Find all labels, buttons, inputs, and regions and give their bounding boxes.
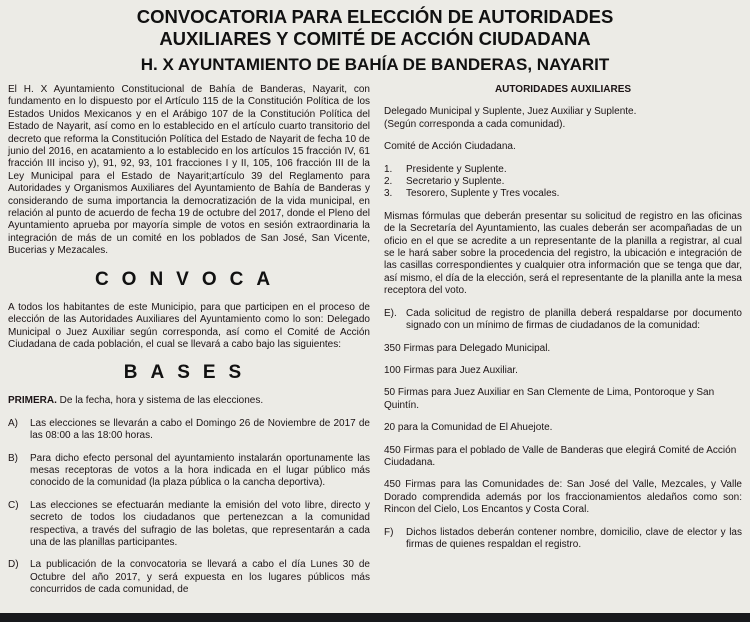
- firma-line: 450 Firmas para las Comunidades de: San José del Valle, Mezcales, y Valle Dorado comprendida además por los fraccionamientos aledaños como son: Rincon del Cielo, Los Encantos y Costa Coral.: [384, 479, 742, 516]
- firma-line: 20 para la Comunidad de El Ahuejote.: [384, 422, 553, 434]
- item-text: Dichos listados deberán contener nombre, domicilio, clave de elector y las firmas de quienes respaldan el registro.: [406, 526, 742, 550]
- list-text: Tesorero, Suplente y Tres vocales.: [406, 188, 560, 200]
- item-e: [384, 308, 742, 333]
- item-text: La publicación de la convocatoria se llevará a cabo el día Lunes 30 de Octubre del año 2017, y será expuesta en los lugares públicos más concurridos de cada comunidad, de: [30, 559, 370, 596]
- item-text: Las elecciones se llevarán a cabo el Domingo 26 de Noviembre de 2017 de las 08:00 a las 18:00 horas.: [30, 417, 370, 442]
- item-key: A): [8, 417, 18, 429]
- item-key: B): [8, 452, 18, 464]
- item-key: E).: [384, 307, 397, 319]
- convoca-heading: CONVOCA: [94, 268, 284, 290]
- firma-line: 50 Firmas para Juez Auxiliar en San Clemente de Lima, Pontoroque y San Quintín.: [384, 387, 715, 411]
- columns: [0, 76, 750, 613]
- firma-line: 100 Firmas para Juez Auxiliar.: [384, 364, 518, 376]
- title-line-2: AUXILIARES Y COMITÉ DE ACCIÓN CIUDADANA: [159, 28, 591, 49]
- list-text: Presidente y Suplente.: [406, 163, 507, 175]
- convoca-paragraph: A todos los habitantes de este Municipio, para que participen en el proceso de elección de las Autoridades Auxiliares del Ayuntamiento como lo son: Delegado Municipal o Juez Auxiliar según corresponda, así como el Comité de Acción Ciudadana de cada población, el cual se llevará a cabo bajo las siguientes:: [8, 301, 370, 350]
- item-d: [8, 559, 370, 596]
- bases-heading: BASES: [123, 362, 255, 384]
- item-f: [384, 527, 742, 552]
- title-line-1: CONVOCATORIA PARA ELECCIÓN DE AUTORIDADES: [136, 6, 614, 27]
- item-b: [8, 453, 370, 490]
- list-key: 3.: [384, 188, 393, 200]
- list-key: 2.: [384, 176, 393, 188]
- primera-label: PRIMERA.: [8, 395, 57, 407]
- list-item: [384, 188, 742, 200]
- primera-line: [8, 395, 370, 407]
- item-text: Las elecciones se efectuarán mediante la emisión del voto libre, directo y secreto de todos los ciudadanos que pertenezcan a la comunidad respectiva, a través del sufragio de las boletas, que representarán a cada una de las planillas participantes.: [30, 499, 370, 548]
- right-column: [384, 84, 742, 607]
- registro-paragraph: Mismas fórmulas que deberán presentar su solicitud de registro en las oficinas de la Secretaría del Ayuntamiento, las cuales deberán ser acompañadas de un oficio en el que se acredite a un representante de la planilla a registrar, al cual se le hará saber sobre la procedencia del registro, la ubicación e integración de las casillas correspondientes y cualquier otra información que se tenga que dar, así mismo, el día de la elección, será el representante de la planilla ante la mesa receptora del voto.: [384, 210, 742, 297]
- firma-line: 450 Firmas para el poblado de Valle de Banderas que elegirá Comité de Acción Ciudadana.: [384, 444, 737, 468]
- comite-list: [384, 164, 742, 201]
- intro-paragraph: El H. X Ayuntamiento Constitucional de Bahía de Banderas, Nayarit, con fundamento en lo dispuesto por el Artículo 115 de la Constitución Política de los Estados Unidos Mexicanos y en el Arábigo 107 de la Constitución Política del Estado de Nayarit, así como en lo establecido en el artículo cuarto transitorio del decreto que reforma la Constitución Política del Estado de Nayarit de fecha 10 de junio del 2016, en acatamiento a lo establecido en los artículos 15 fracción IV, 61 fracción III inciso y), 91, 92, 93, 101 fracciones I y II, 105, 106 fracción III de la Ley Municipal para el Estado de Nayarit;artículo 39 del Reglamento para Autoridades y Organismos Auxiliares del Ayuntamiento de Bahía de Banderas y considerando de suma importancia la democratización de la vida municipal, en relación al punto de acuerdo de fecha 19 de octubre del 2017, donde el Pleno del Ayuntamiento aprueba por mayoría simple de votos en sesión extraordinaria la integración de más de un comité en los poblados de San José, San Vicente, Bucerias y Mezacales.: [8, 84, 370, 257]
- left-column: [8, 84, 370, 607]
- list-item: [384, 176, 742, 188]
- subtitle: H. X AYUNTAMIENTO DE BAHÍA DE BANDERAS, NAYARIT: [140, 55, 610, 74]
- list-key: 1.: [384, 163, 393, 175]
- item-text: Cada solicitud de registro de planilla deberá respaldarse por documento signado con un mínimo de firmas de ciudadanos de la comunidad:: [406, 307, 742, 332]
- list-text: Secretario y Suplente.: [406, 176, 505, 188]
- item-key: F): [384, 526, 394, 538]
- autoridades-paragraph: [384, 106, 742, 131]
- firma-line: 350 Firmas para Delegado Municipal.: [384, 342, 551, 354]
- item-text: Para dicho efecto personal del ayuntamiento instalarán oportunamente las mesas receptoras de votos a la hora indicada en el lugar público más conocido de la comunidad (la plaza pública o la cancha deportiva).: [30, 452, 370, 489]
- item-key: C): [8, 499, 19, 511]
- comite-label: Comité de Acción Ciudadana.: [384, 141, 516, 153]
- item-key: D): [8, 559, 19, 571]
- item-c: [8, 500, 370, 550]
- header: [0, 0, 750, 76]
- primera-text: De la fecha, hora y sistema de las elecciones.: [56, 395, 264, 407]
- autoridades-heading: AUTORIDADES AUXILIARES: [494, 84, 632, 95]
- item-a: [8, 418, 370, 443]
- bottom-dark-strip: [0, 613, 750, 622]
- p1a: Delegado Municipal y Suplente, Juez Auxiliar y Suplente.: [384, 106, 637, 118]
- p1b: (Según corresponda a cada comunidad).: [384, 118, 566, 130]
- list-item: [384, 164, 742, 176]
